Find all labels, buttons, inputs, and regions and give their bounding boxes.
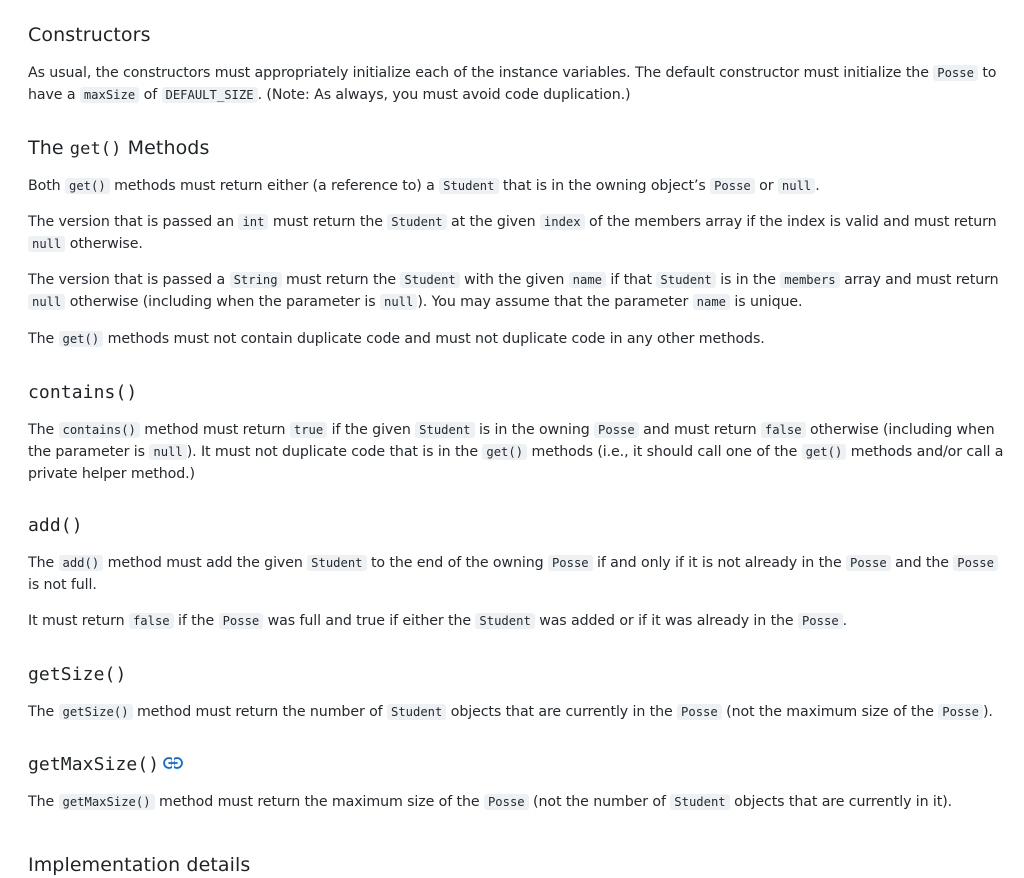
heading-getmaxsize-text: getMaxSize() (28, 754, 160, 775)
inline-code: Student (400, 272, 459, 288)
inline-code: null (28, 236, 65, 252)
inline-code: getSize() (59, 704, 133, 720)
heading-add: add() (28, 515, 83, 536)
heading-next-partial: Implementation details (28, 854, 251, 876)
heading-getmaxsize (28, 752, 1008, 778)
paragraph: The version that is passed a String must return the Student with the given name if that Student is in the members array and must return null otherwise (including when the parameter is null ). You may assume that the parameter name is unique. (28, 272, 999, 310)
paragraph: The get() methods must not contain duplicate code and must not duplicate code in any other methods. (28, 331, 765, 347)
section-next-partial (28, 852, 1008, 878)
inline-code: DEFAULT_SIZE (162, 87, 258, 103)
inline-code: Student (387, 214, 446, 230)
inline-code: null (380, 294, 417, 310)
get-para-1 (28, 175, 1008, 197)
inline-code: Posse (219, 613, 264, 629)
heading-getsize: getSize() (28, 664, 127, 685)
inline-code: Student (387, 704, 446, 720)
section-getmaxsize (28, 752, 1008, 778)
heading-get-pre: The (28, 137, 64, 159)
inline-code: Posse (846, 555, 891, 571)
paragraph: It must return false if the Posse was full and true if either the Student was added or if it was already in the Posse . (28, 613, 848, 629)
inline-code: get() (802, 444, 847, 460)
paragraph: The getSize() method must return the number of Student objects that are currently in the Posse (not the maximum size of the Posse ). (28, 704, 993, 720)
inline-code: maxSize (80, 87, 139, 103)
inline-code: int (238, 214, 268, 230)
inline-code: Posse (484, 794, 529, 810)
paragraph: As usual, the constructors must appropriately initialize each of the instance variables. The default constructor must initialize the Posse to have a maxSize of DEFAULT_SIZE . (Note: As always, you must avoid code duplication.) (28, 65, 997, 103)
heading-contains: contains() (28, 382, 138, 403)
inline-code: Student (656, 272, 715, 288)
inline-code: members (780, 272, 839, 288)
section-constructors (28, 22, 1008, 48)
add-para-2 (28, 610, 1008, 632)
inline-code: null (778, 178, 815, 194)
get-para-3 (28, 269, 1008, 313)
inline-code: Posse (594, 422, 639, 438)
paragraph: The getMaxSize() method must return the maximum size of the Posse (not the number of Student objects that are currently in it). (28, 794, 953, 810)
getsize-para (28, 701, 1008, 723)
inline-code: false (129, 613, 174, 629)
get-para-4 (28, 328, 1008, 350)
inline-code: name (569, 272, 606, 288)
paragraph: The contains() method must return true if the given Student is in the owning Posse and must return false otherwise (including when the parameter is null ). It must not duplicate code that is in the get() methods (i.e., it should call one of the get() methods and/or call a private helper method.) (28, 422, 1004, 482)
paragraph: Both get() methods must return either (a reference to) a Student that is in the owning object’s Posse or null . (28, 178, 820, 194)
heading-constructors: Constructors (28, 24, 151, 46)
section-add (28, 513, 1008, 539)
inline-code: get() (482, 444, 527, 460)
inline-code: get() (59, 331, 104, 347)
inline-code: getMaxSize() (59, 794, 155, 810)
inline-code: null (149, 444, 186, 460)
get-para-2 (28, 211, 1008, 255)
inline-code: Student (439, 178, 498, 194)
inline-code: Student (415, 422, 474, 438)
paragraph: The add() method must add the given Student to the end of the owning Posse if and only if it is not already in the Posse and the Posse is not full. (28, 552, 1008, 596)
link-icon[interactable] (163, 751, 183, 777)
inline-code: false (761, 422, 806, 438)
heading-get-methods (28, 135, 1008, 162)
inline-code: null (28, 294, 65, 310)
inline-code: Posse (548, 555, 593, 571)
inline-code: name (693, 294, 730, 310)
inline-code: index (540, 214, 585, 230)
inline-code: get() (65, 178, 110, 194)
inline-code: Posse (933, 65, 978, 81)
heading-get-code: get() (69, 139, 122, 159)
inline-code: Posse (710, 178, 755, 194)
section-get (28, 135, 1008, 162)
contains-para (28, 419, 1008, 485)
section-constructors-body (28, 62, 1008, 106)
paragraph: The version that is passed an int must return the Student at the given index of the members array if the index is valid and must return null otherwise. (28, 214, 997, 252)
section-contains (28, 380, 1008, 406)
inline-code: contains() (59, 422, 140, 438)
inline-code: String (230, 272, 282, 288)
inline-code: Posse (677, 704, 722, 720)
inline-code: Student (670, 794, 729, 810)
inline-code: add() (59, 555, 104, 571)
inline-code: Student (307, 555, 366, 571)
getmaxsize-para (28, 791, 1008, 813)
add-para-1 (28, 552, 1008, 596)
inline-code: Posse (953, 555, 998, 571)
section-getsize (28, 662, 1008, 688)
inline-code: Posse (798, 613, 843, 629)
inline-code: Student (475, 613, 534, 629)
heading-get-post: Methods (127, 137, 210, 159)
inline-code: Posse (938, 704, 983, 720)
inline-code: true (290, 422, 327, 438)
